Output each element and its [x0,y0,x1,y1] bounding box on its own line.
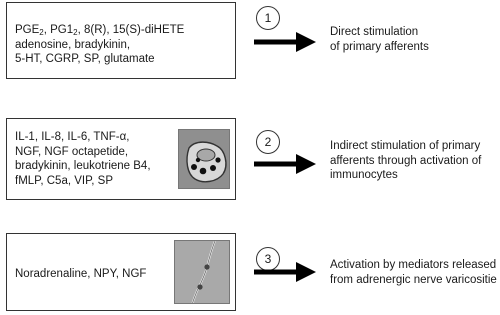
nerve-varicosity-image [174,240,230,304]
immunocyte-image [178,129,230,189]
description-1 [330,25,429,54]
description-2-line-3: immunocytes [330,169,398,182]
nerve-varicosity-icon [175,241,230,304]
description-2-line-2: afferents through activation of [330,154,482,167]
mediator-line-3a: Noradrenaline, NPY, NGF [15,268,147,280]
description-3-line-1: Activation by mediators released [330,259,497,271]
step-3-circle: 3 [256,247,280,271]
description-1-line-2: of primary afferents [330,40,429,53]
mediator-box-3 [6,233,236,311]
mediator-line-1a: $PGE_2$, $PG1_2$, 8(R), 15(S)-diHETE [15,24,185,37]
mediator-line-1c: 5-HT, CGRP, SP, glutamate [15,53,155,66]
mediator-line-1b: adenosine, bradykinin, [15,38,131,51]
mediator-text-1 [15,23,184,67]
description-2-line-1: Indirect stimulation of primary [330,140,481,152]
mediator-text-3 [15,267,146,282]
mediator-line-2d: fMLP, C5a, VIP, SP [15,174,114,187]
immunocyte-icon [179,130,230,189]
description-2 [330,139,481,183]
description-1-line-1: Direct stimulation [330,26,419,38]
mediator-line-2a: IL-1, IL-8, IL-6, TNF-α, [15,131,130,143]
step-1-circle: 1 [256,6,280,30]
arrow-3 [252,260,318,284]
mediator-box-2 [6,118,236,200]
mediator-text-2 [15,130,151,188]
description-3 [330,258,497,287]
step-2-circle: 2 [256,130,280,154]
arrow-1 [252,30,318,54]
description-3-line-2: from adrenergic nerve varicositie [330,273,497,286]
mediator-line-2c: bradykinin, leukotriene B4, [15,160,151,173]
mediator-line-2b: NGF, NGF octapetide, [15,145,129,158]
arrow-2 [252,152,318,176]
mediator-box-1 [6,2,236,79]
